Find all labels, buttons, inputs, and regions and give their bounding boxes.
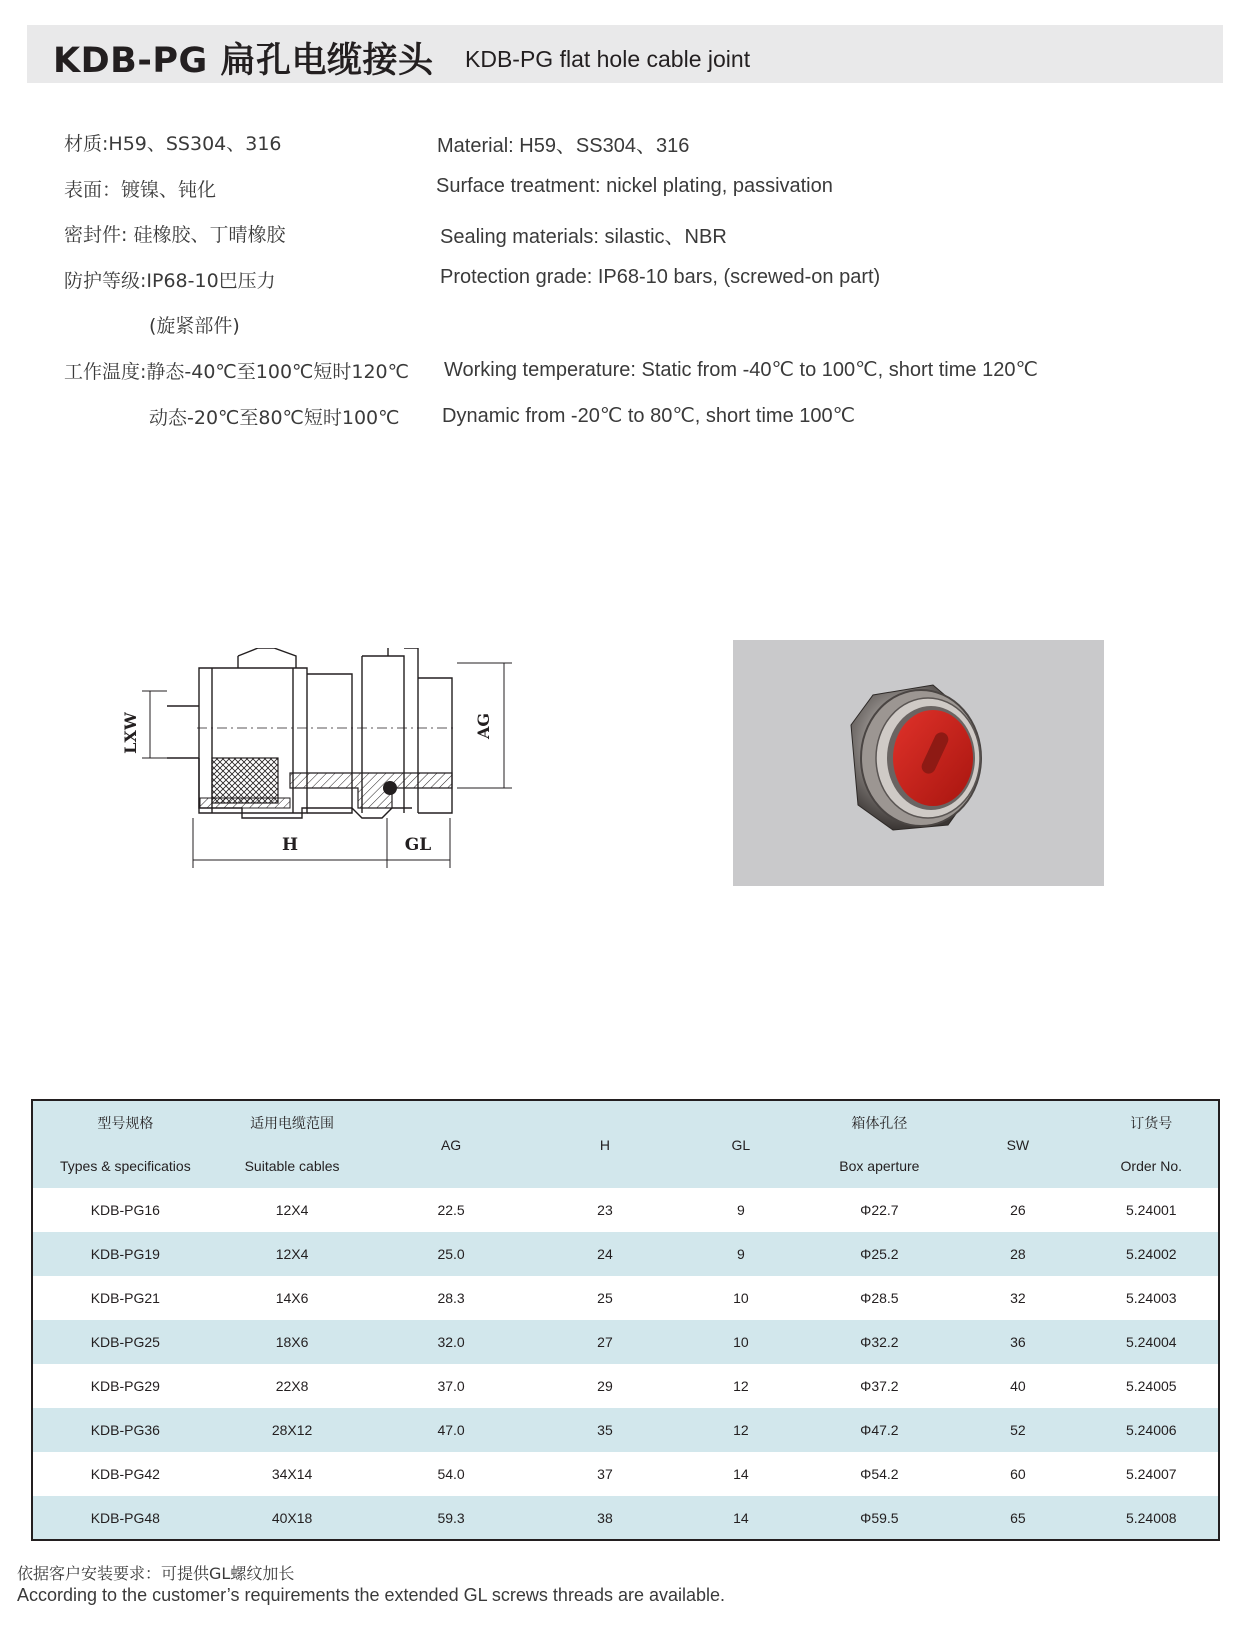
cell-sw: 32	[1010, 1290, 1026, 1306]
th-ag: AG	[440, 1136, 462, 1153]
surface-en: Surface treatment: nickel plating, passivation	[436, 175, 833, 197]
cap-hatch	[200, 798, 290, 808]
cell-order: 5.24005	[1125, 1378, 1177, 1394]
cell-h: 37	[597, 1466, 613, 1482]
th-cables-cn: 适用电缆范围	[250, 1114, 335, 1131]
cell-aperture: Φ59.5	[860, 1509, 899, 1526]
th-order-cn: 订货号	[1130, 1114, 1173, 1131]
cell-gl: 9	[736, 1246, 745, 1262]
cell-aperture: Φ37.2	[860, 1378, 899, 1394]
cell-aperture: Φ25.2	[860, 1246, 899, 1262]
title-bar	[27, 25, 1223, 83]
ag-label: AG	[474, 712, 493, 740]
table-row	[32, 1364, 1219, 1408]
cell-gl: 9	[736, 1202, 745, 1218]
cell-aperture: Φ32.2	[860, 1334, 899, 1350]
cell-h: 24	[597, 1246, 613, 1262]
cell-cables: 18X6	[275, 1334, 309, 1350]
cell-ag: 59.3	[437, 1509, 465, 1526]
th-type-en: Types & specificatios	[59, 1158, 191, 1174]
cell-sw: 52	[1010, 1422, 1026, 1438]
cell-gl: 12	[733, 1378, 749, 1394]
table-row	[32, 1320, 1219, 1364]
table-row	[32, 1232, 1219, 1276]
temp-en-2: Dynamic from -20℃ to 80℃, short time 100℃	[442, 405, 856, 427]
cell-gl: 10	[733, 1334, 749, 1350]
cell-cables: 14X6	[275, 1290, 309, 1306]
cell-gl: 14	[733, 1509, 749, 1526]
gl-label: GL	[404, 835, 432, 855]
page-subtitle: KDB-PG flat hole cable joint	[465, 46, 751, 72]
cell-ag: 47.0	[437, 1422, 465, 1438]
cell-order: 5.24003	[1125, 1290, 1177, 1306]
spec-table	[31, 1099, 1220, 1541]
cable-joint-drawing	[112, 648, 532, 898]
cell-ag: 54.0	[437, 1466, 465, 1482]
th-aperture-en: Box aperture	[839, 1158, 920, 1174]
th-type-cn: 型号规格	[97, 1114, 154, 1131]
cell-sw: 60	[1010, 1466, 1026, 1482]
th-h: H	[599, 1136, 611, 1153]
cell-aperture: Φ47.2	[860, 1422, 899, 1438]
material-cn: 材质:H59、SS304、316	[64, 133, 282, 155]
cell-order: 5.24006	[1125, 1422, 1177, 1438]
table-row	[32, 1496, 1219, 1540]
th-order-en: Order No.	[1120, 1158, 1182, 1174]
cell-h: 25	[597, 1290, 613, 1306]
cell-cables: 12X4	[275, 1246, 309, 1262]
cell-type: KDB-PG19	[90, 1246, 160, 1262]
cell-cables: 22X8	[275, 1378, 309, 1394]
cell-order: 5.24001	[1125, 1202, 1177, 1218]
lxw-label: LXW	[121, 712, 140, 754]
cell-aperture: Φ22.7	[860, 1202, 899, 1218]
cell-type: KDB-PG21	[90, 1290, 160, 1306]
th-sw: SW	[1006, 1136, 1030, 1153]
temp-cn-2: 动态-20℃至80℃短时100℃	[149, 407, 400, 429]
cell-gl: 12	[733, 1422, 749, 1438]
cell-type: KDB-PG36	[90, 1422, 160, 1438]
surface-cn: 表面：镀镍、钝化	[64, 179, 217, 201]
cell-h: 29	[597, 1378, 613, 1394]
material-en: Material: H59、SS304、316	[437, 135, 690, 157]
cell-ag: 25.0	[437, 1246, 465, 1262]
cell-sw: 26	[1010, 1202, 1026, 1218]
cell-aperture: Φ28.5	[860, 1290, 899, 1306]
cell-sw: 36	[1010, 1334, 1026, 1350]
cell-type: KDB-PG48	[90, 1509, 160, 1526]
table-row	[32, 1276, 1219, 1320]
cell-h: 35	[597, 1422, 613, 1438]
cell-ag: 32.0	[437, 1334, 465, 1350]
cell-gl: 10	[733, 1290, 749, 1306]
cell-type: KDB-PG29	[90, 1378, 160, 1394]
th-cables-en: Suitable cables	[244, 1158, 340, 1174]
dimension-lines	[142, 663, 512, 868]
cell-type: KDB-PG25	[90, 1334, 160, 1350]
joint-outline	[167, 648, 454, 818]
body-hatch	[290, 773, 452, 808]
table-row	[32, 1188, 1219, 1232]
temp-cn: 工作温度:静态-40℃至100℃短时120℃	[64, 361, 409, 383]
sealing-en: Sealing materials: silastic、NBR	[440, 226, 727, 248]
cell-h: 23	[597, 1202, 613, 1218]
cell-ag: 37.0	[437, 1378, 465, 1394]
protection-en: Protection grade: IP68-10 bars, (screwed-on part)	[440, 266, 881, 288]
cell-ag: 22.5	[437, 1202, 465, 1218]
th-aperture-cn: 箱体孔径	[851, 1114, 908, 1131]
cell-ag: 28.3	[437, 1290, 465, 1306]
sealing-cn: 密封件: 硅橡胶、丁晴橡胶	[64, 224, 286, 246]
cell-type: KDB-PG16	[90, 1202, 160, 1218]
cell-cables: 28X12	[271, 1422, 313, 1438]
h-label: H	[281, 835, 299, 855]
protection-cn: 防护等级:IP68-10巴压力	[64, 270, 276, 292]
cell-order: 5.24008	[1125, 1509, 1177, 1526]
cell-sw: 40	[1010, 1378, 1026, 1394]
product-photo	[733, 640, 1104, 886]
cell-cables: 34X14	[271, 1466, 313, 1482]
cell-sw: 28	[1010, 1246, 1026, 1262]
cable-gland-image	[733, 640, 1104, 886]
cell-h: 38	[597, 1509, 613, 1526]
table-row	[32, 1452, 1219, 1496]
protection-cn-2: (旋紧部件)	[149, 315, 240, 337]
cell-order: 5.24007	[1125, 1466, 1177, 1482]
temp-en: Working temperature: Static from -40℃ to 100℃, short time 120℃	[444, 359, 1038, 381]
cell-order: 5.24002	[1125, 1246, 1177, 1262]
cell-aperture: Φ54.2	[860, 1466, 899, 1482]
table-header-row-1	[32, 1100, 1219, 1144]
o-ring	[383, 781, 397, 795]
cell-type: KDB-PG42	[90, 1466, 160, 1482]
cell-cables: 12X4	[275, 1202, 309, 1218]
cell-h: 27	[597, 1334, 613, 1350]
footer-note-en: According to the customer’s requirements the extended GL screws threads are available.	[17, 1585, 726, 1605]
cell-gl: 14	[733, 1466, 749, 1482]
cell-sw: 65	[1010, 1509, 1026, 1526]
footer-note-cn: 依据客户安装要求：可提供GL螺纹加长	[17, 1564, 295, 1583]
cell-order: 5.24004	[1125, 1334, 1177, 1350]
seal-crosshatch	[212, 758, 278, 803]
cell-cables: 40X18	[271, 1509, 313, 1526]
page-title: KDB-PG 扁孔电缆接头	[53, 41, 434, 81]
table-row	[32, 1408, 1219, 1452]
th-gl: GL	[731, 1136, 751, 1153]
